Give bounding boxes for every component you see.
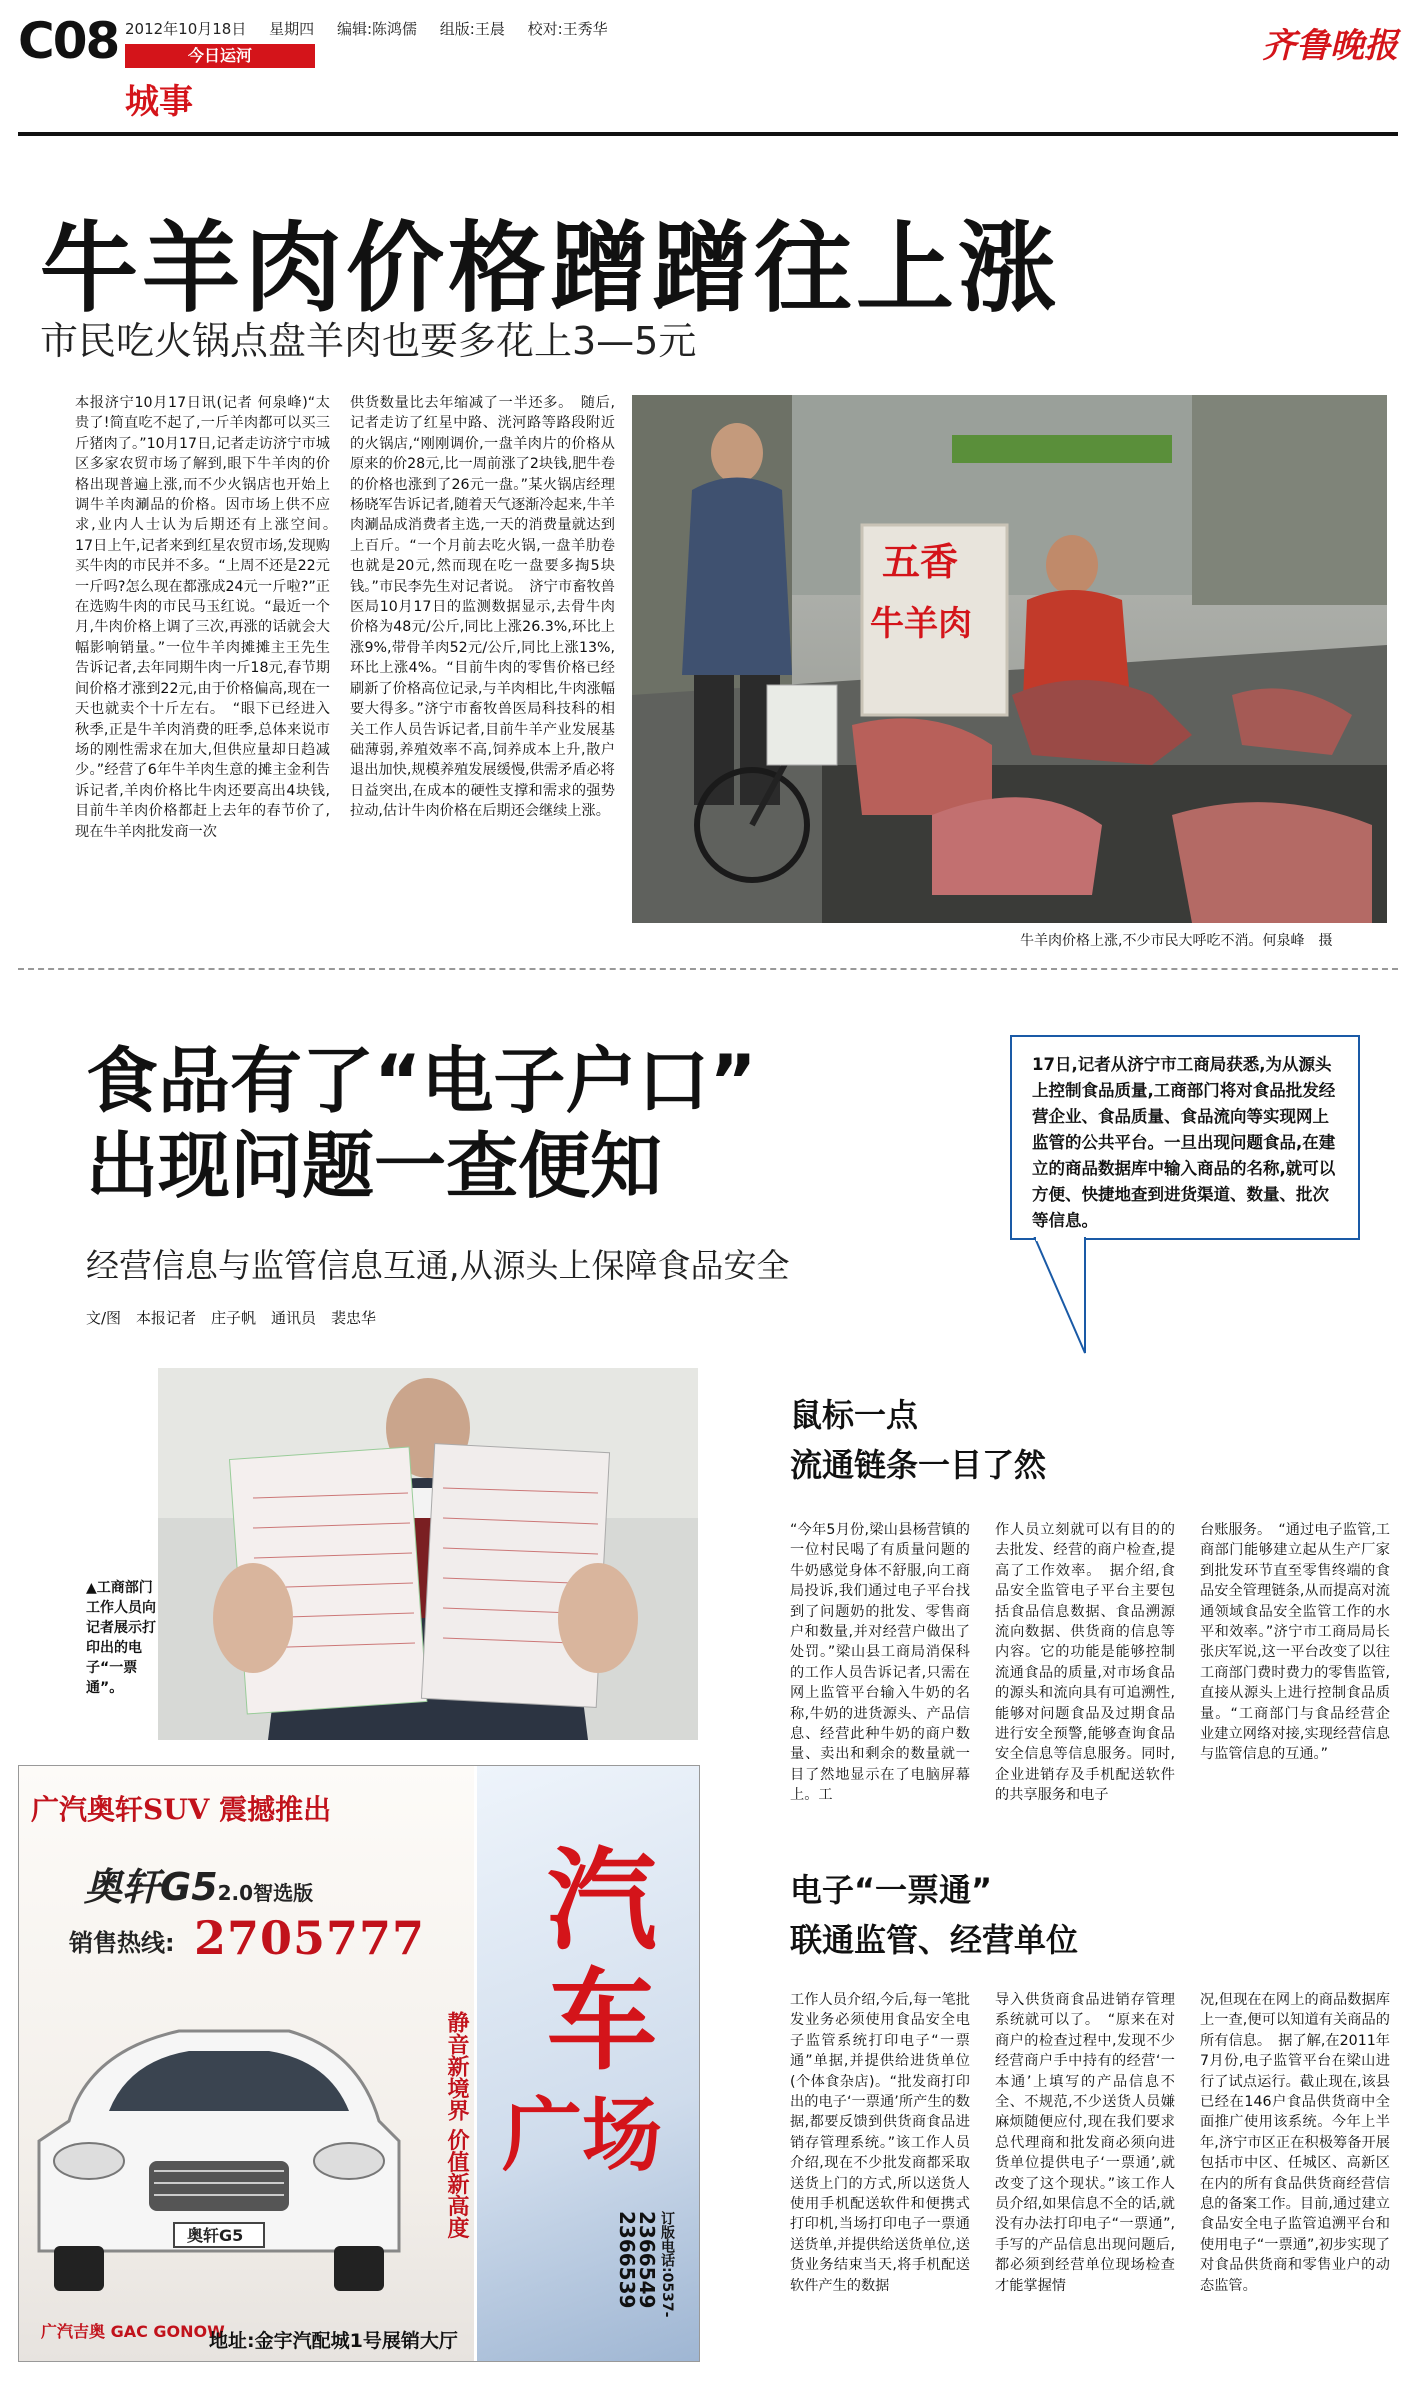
header-date: 2012年10月18日 — [125, 20, 247, 38]
ad-left-panel — [19, 1766, 474, 2361]
car-plate: 奥轩G5 — [187, 2226, 244, 2245]
story1-column-1: 本报济宁10月17日讯(记者 何泉峰)“太贵了!简直吃不起了,一斤羊肉都可以买三斤猪肉了。”10月17日,记者走访济宁市城区多家农贸市场了解到,眼下牛羊肉的价格出现普遍上涨,而不少火锅店也开始上调牛羊肉涮品的价格。因市场上供不应求,业内人士认为后期还有上涨空间。 17日上午,记者来到红星农贸市场,发现购买牛肉的市民并不多。“上周不还是22元一斤吗?怎么现在都涨成24元一斤啦?”正在选购牛肉的市民马玉红说。“最近一个月,牛肉价格上调了三次,再涨的话就会大幅影响销量。”一位牛羊肉摊摊主王先生告诉记者,去年同期牛肉一斤18元,春节期间价格才涨到22元,由于价格偏高,现在一天也就卖个十斤左右。 “眼下已经进入秋季,正是牛羊肉消费的旺季,总体来说市场的刚性需求在加大,但供应量却日趋减少。”经营了6年牛羊肉生意的摊主金利告诉记者,羊肉价格比牛肉还要高出4块钱,目前牛羊肉价格都赶上去年的春节价了,现在牛羊肉批发商一次 — [75, 395, 345, 840]
ad-slogan: 静音新境界 价值新高度 — [444, 2011, 469, 2239]
story2-subhead2-line1: 电子“一票通” — [790, 1871, 993, 1909]
ad-big-char-3: 广场 — [502, 2089, 662, 2182]
story1-photo-sign-line1: 五香 — [882, 540, 959, 584]
ad-model — [84, 1856, 313, 1911]
gac-logo: 广汽吉奥 GAC GONOW — [41, 2322, 225, 2341]
page-number: C08 — [18, 12, 119, 70]
story1-headline: 牛羊肉价格蹭蹭往上涨 — [40, 212, 1061, 326]
story2-column-5: 导入供货商食品进销存管理系统就可以了。 “原来在对商户的检查过程中,发现不少经营商户手中持有的经营‘一本通’上填写的产品信息不全、不规范,不少送货人员嫌麻烦随便应付,现在我们要求总代理商和批发商必须向进货单位提供电子‘一票通’,就改变了这个现状。”该工作人员介绍,如果信息不全的话,就没有办法打印电子“一票通”,手写的产品信息出现问题后,都必须到经营单位现场检查才能掌握情 — [995, 1992, 1175, 2294]
story1-column-2: 供货数量比去年缩减了一半还多。 随后,记者走访了红星中路、洸河路等路段附近的火锅店,“刚刚调价,一盘羊肉片的价格从原来的价28元,比一周前涨了2块钱,肥牛卷的价格也涨到了26元一盘。”某火锅店经理杨晓军告诉记者,随着天气逐渐冷起来,牛羊肉涮品成消费者主选,一天的消费量就达到上百斤。“一个月前去吃火锅,一盘羊肋卷也就是20元,然而现在吃一盘要多掏5块钱。”市民李先生对记者说。 济宁市畜牧兽医局10月17日的监测数据显示,去骨牛肉价格为48元/公斤,同比上涨26.3%,环比上涨9%,带骨羊肉52元/公斤,同比上涨13%,环比上涨4%。“目前牛肉的零售价格已经刷新了价格高位记录,与羊肉相比,牛肉涨幅要大得多。”济宁市畜牧兽医局科技科的相关工作人员告诉记者,目前牛羊产业发展基础薄弱,养殖效率不高,饲养成本上升,散户退出加快,规模养殖发展缓慢,供需矛盾必将日益突出,在成本的硬性支撑和需求的强势拉动,估计牛肉价格在后期还会继续上涨。 — [350, 395, 615, 820]
ad-right-panel — [477, 1766, 699, 2361]
story1-subheadline: 市民吃火锅点盘羊肉也要多花上3—5元 — [40, 319, 697, 363]
story2-column-1: “今年5月份,梁山县杨营镇的一位村民喝了有质量问题的牛奶感觉身体不舒服,向工商局投诉,我们通过电子平台找到了问题奶的批发、零售商户和数量,并对经营户做出了处罚。”梁山县工商局消保科的工作人员告诉记者,只需在网上监管平台输入牛奶的名称,牛奶的进货源头、产品信息、经营此种牛奶的商户数量、卖出和剩余的数量就一目了然地显示在了电脑屏幕上。工 — [790, 1522, 970, 1804]
story2-byline: 文/图 本报记者 庄子帆 通讯员 裴忠华 — [86, 1309, 377, 1327]
header-info — [125, 18, 626, 39]
ad-order-phone-label: 订版电话:0537- — [659, 2211, 675, 2318]
ad-hotline-label: 销售热线: — [69, 1929, 175, 1957]
ad-brand: 广汽奥轩SUV 震撼推出 — [31, 1793, 332, 1826]
story2-column-4: 工作人员介绍,今后,每一笔批发业务必须使用食品安全电子监管系统打印电子“一票通”单据,并提供给进货单位(个体食杂店)。“批发商打印出的电子‘一票通’所产生的数据,都要反馈到供货商食品进销存管理系统。”该工作人员介绍,现在不少批发商都采取送货上门的方式,所以送货人使用手机配送软件和便携式打印机,当场打印电子一票通送货单,并提供给送货单位,送货业务结束当天,将手机配送软件产生的数据 — [790, 1992, 970, 2294]
section-tag: 今日运河 — [125, 44, 315, 68]
ad-order-phone-2: 2366539 — [615, 2211, 639, 2309]
header-weekday: 星期四 — [269, 20, 315, 38]
paper-logo: 齐鲁晚报 — [1262, 26, 1398, 66]
ad-address: 地址:金宇汽配城1号展销大厅 — [209, 2330, 458, 2352]
story1-photo-caption: 牛羊肉价格上涨,不少市民大呼吃不消。何泉峰 摄 — [1020, 933, 1333, 949]
car-image — [29, 1991, 409, 2311]
story2-photo-caption: ▲工商部门工作人员向记者展示打印出的电子“一票通”。 — [86, 1580, 156, 1696]
ad-big-char-2: 车 — [547, 1957, 657, 2085]
ad-order-phone-1: 2366549 — [635, 2211, 659, 2309]
ad-order-phone — [617, 2211, 677, 2356]
story1-photo-sign-line2: 牛羊肉 — [870, 604, 972, 644]
story2-subheadline: 经营信息与监管信息互通,从源头上保障食品安全 — [86, 1246, 790, 1285]
story2-headline-line1: 食品有了“电子户口” — [86, 1039, 757, 1123]
story2-column-2: 作人员立刻就可以有目的的去批发、经营的商户检查,提高了工作效率。 据介绍,食品安全监管电子平台主要包括食品信息数据、食品溯源流向数据、供货商的信息等内容。它的功能是能够控制流通食品的质量,对市场食品的源头和流向具有可追溯性,能够对问题食品及过期食品进行安全预警,能够查询食品安全信息等信息服务。同时,企业进销存及手机配送软件的共享服务和电子 — [995, 1522, 1175, 1804]
story2-subhead2-line2: 联通监管、经营单位 — [790, 1921, 1079, 1959]
header-editor: 编辑:陈鸿儒 — [336, 20, 417, 38]
story2-column-6: 况,但现在在网上的商品数据库上一查,便可以知道有关商品的所有信息。 据了解,在2011年7月份,电子监管平台在梁山进行了试点运行。截止现在,该县已经在146户食品供货商中全面推广使用该系统。今年上半年,济宁市区正在积极筹备开展包括市中区、任城区、高新区在内的所有食品供货商经营信息的备案工作。目前,通过建立食品安全电子监管追溯平台和使用电子“一票通”,初步实现了对食品供货商和零售业户的动态监管。 — [1200, 1992, 1390, 2294]
ad-model-name: 奥轩G5 — [84, 1865, 218, 1909]
story2-column-3: 台账服务。 “通过电子监管,工商部门能够建立起从生产厂家到批发环节直至零售终端的食品安全管理链条,从而提高对流通领域食品安全监管工作的水平和效率。”济宁市工商局局长张庆军说,这一平台改变了以往工商部门费时费力的零售监管,直接从源头上进行控制食品质量。“工商部门与食品经营企业建立网络对接,实现经营信息与监管信息的互通。” — [1200, 1522, 1390, 1763]
story2-callout-box: 17日,记者从济宁市工商局获悉,为从源头上控制食品质量,工商部门将对食品批发经营企业、食品质量、食品流向等实现网上监管的公共平台。一旦出现问题食品,在建立的商品数据库中输入商品的名称,就可以方便、快捷地查到进货渠道、数量、批次等信息。 — [1010, 1035, 1360, 1240]
header-proof: 校对:王秀华 — [527, 20, 608, 38]
header-layout: 组版:王晨 — [439, 20, 505, 38]
ad-hotline: 2705777 — [194, 1911, 426, 1965]
callout-tail-icon — [1035, 1238, 1095, 1358]
header-rule — [18, 132, 1398, 136]
ad-model-suffix: 2.0智选版 — [217, 1881, 314, 1905]
story2-headline-line2: 出现问题一查便知 — [86, 1124, 663, 1208]
car-advertisement — [18, 1765, 700, 2362]
ad-big-char-1: 汽 — [547, 1837, 657, 1965]
story2-subhead1-line1: 鼠标一点 — [790, 1396, 919, 1434]
section-title: 城事 — [125, 82, 193, 122]
story2-photo — [158, 1368, 698, 1740]
story2-subhead1-line2: 流通链条一目了然 — [790, 1446, 1047, 1484]
story1-photo — [632, 395, 1387, 923]
